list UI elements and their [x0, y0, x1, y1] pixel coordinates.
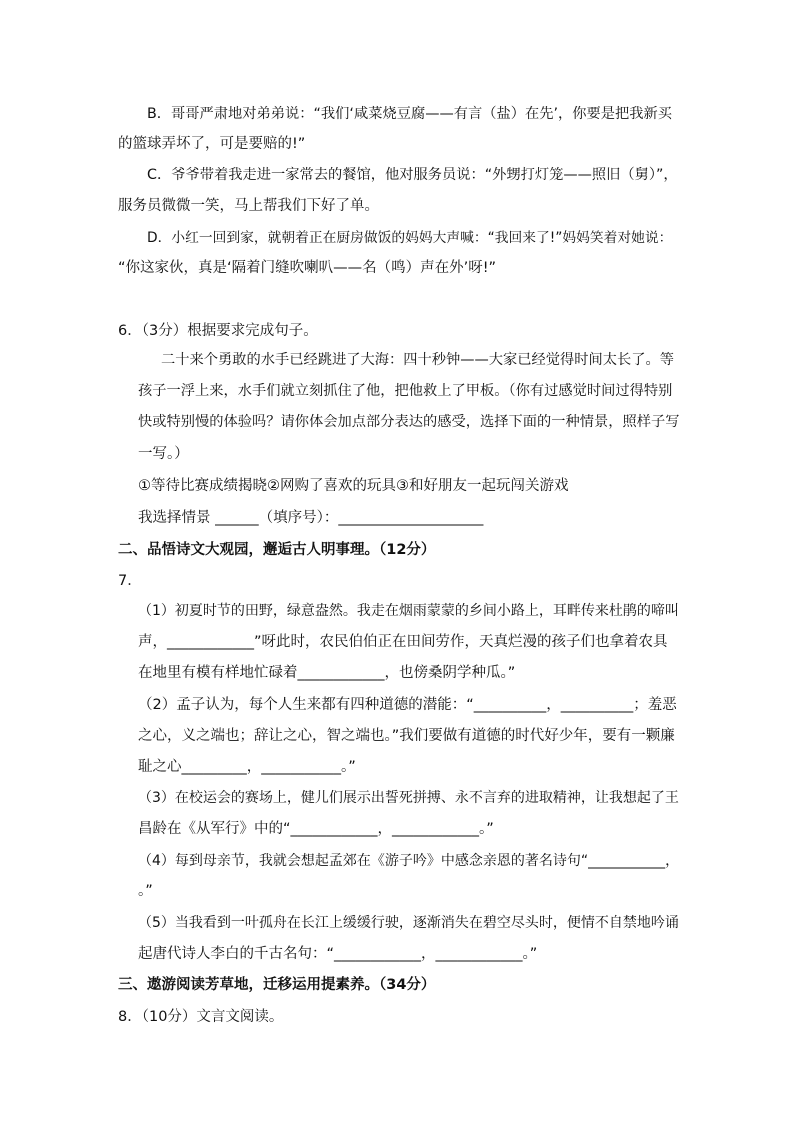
question-6-passage-line-2: 孩子一浮上来，水手们就立刻抓住了他，把他救上了甲板。（你有过感觉时间过得特别: [138, 383, 673, 399]
option-b-line-1: B．哥哥严肃地对弟弟说：“我们‘咸菜烧豆腐——有言（盐）在先’，你要是把我新买: [147, 106, 672, 122]
question-7-item-2-line-1: （2）孟子认为，每个人生来都有四种道德的潜能：“__________，__________；羞恶: [138, 697, 677, 713]
question-6-passage-line-3: 快或特别慢的体验吗？请你体会加点部分表达的感受，选择下面的一种情景，照样子写: [138, 414, 680, 430]
option-d-line-2: “你这家伙，真是‘隔着门缝吹喇叭——名（鸣）声在外’呀!”: [118, 260, 497, 276]
question-7-heading: 7．: [118, 573, 142, 589]
section-2-heading: 二、品悟诗文大观园，邂逅古人明事理。（12分）: [118, 542, 436, 558]
question-7-item-3-line-2: 昌龄在《从军行》中的“____________，____________。”: [138, 821, 494, 837]
option-c-line-1: C．爷爷带着我走进一家常去的餐馆，他对服务员说：“外甥打灯笼——照旧（舅）”，: [147, 167, 678, 183]
question-7-item-2-line-3: 耻之心_________，___________。”: [138, 759, 356, 775]
question-7-item-2-line-2: 之心，义之端也；辞让之心，智之端也。”我们要做有道德的时代好少年，要有一颗廉: [138, 728, 675, 744]
section-3-heading: 三、遨游阅读芳草地，迁移运用提素养。（34分）: [118, 977, 436, 993]
question-8-heading: 8．（10分）文言文阅读。: [118, 1009, 284, 1025]
question-7-item-5-line-1: （5）当我看到一叶孤舟在长江上缓缓行驶，逐渐消失在碧空尽头时，便情不自禁地吟诵: [138, 915, 679, 931]
question-7-item-5-line-2: 起唐代诗人李白的千古名句：“____________，____________。”: [138, 946, 538, 962]
question-6-scenario-options: ①等待比赛成绩揭晓②网购了喜欢的玩具③和好朋友一起玩闯关游戏: [138, 478, 569, 494]
question-6-heading: 6．（3分）根据要求完成句子。: [118, 323, 318, 339]
option-b-line-2: 的篮球弄坏了，可是要赔的!”: [118, 136, 306, 152]
question-6-answer-line: 我选择情景 ______（填序号）：____________________: [138, 510, 484, 526]
question-7-item-1-line-2: 声，____________”呀此时，农民伯伯正在田间劳作，天真烂漫的孩子们也拿着农具: [138, 634, 668, 650]
question-7-item-1-line-3: 在地里有模有样地忙碌着____________，也傍桑阴学种瓜。”: [138, 665, 516, 681]
question-6-passage-line-4: 一写。）: [138, 446, 189, 462]
option-d-line-1: D．小红一回到家，就朝着正在厨房做饭的妈妈大声喊：“我回来了!”妈妈笑着对她说：: [147, 230, 673, 246]
question-7-item-4-line-1: （4）每到母亲节，我就会想起孟郊在《游子吟》中感念亲恩的著名诗句“___________，: [138, 853, 680, 869]
question-7-item-4-line-2: 。”: [138, 883, 153, 899]
question-7-item-3-line-1: （3）在校运会的赛场上，健儿们展示出誓死拼搏、永不言弃的进取精神，让我想起了王: [138, 790, 679, 806]
question-7-item-1-line-1: （1）初夏时节的田野，绿意盎然。我走在烟雨蒙蒙的乡间小路上，耳畔传来杜鹃的啼叫: [138, 603, 679, 619]
option-c-line-2: 服务员微微一笑，马上帮我们下好了单。: [118, 198, 379, 214]
question-6-passage-line-1: 二十来个勇敢的水手已经跳进了大海：四十秒钟——大家已经觉得时间太长了。等: [161, 352, 675, 368]
